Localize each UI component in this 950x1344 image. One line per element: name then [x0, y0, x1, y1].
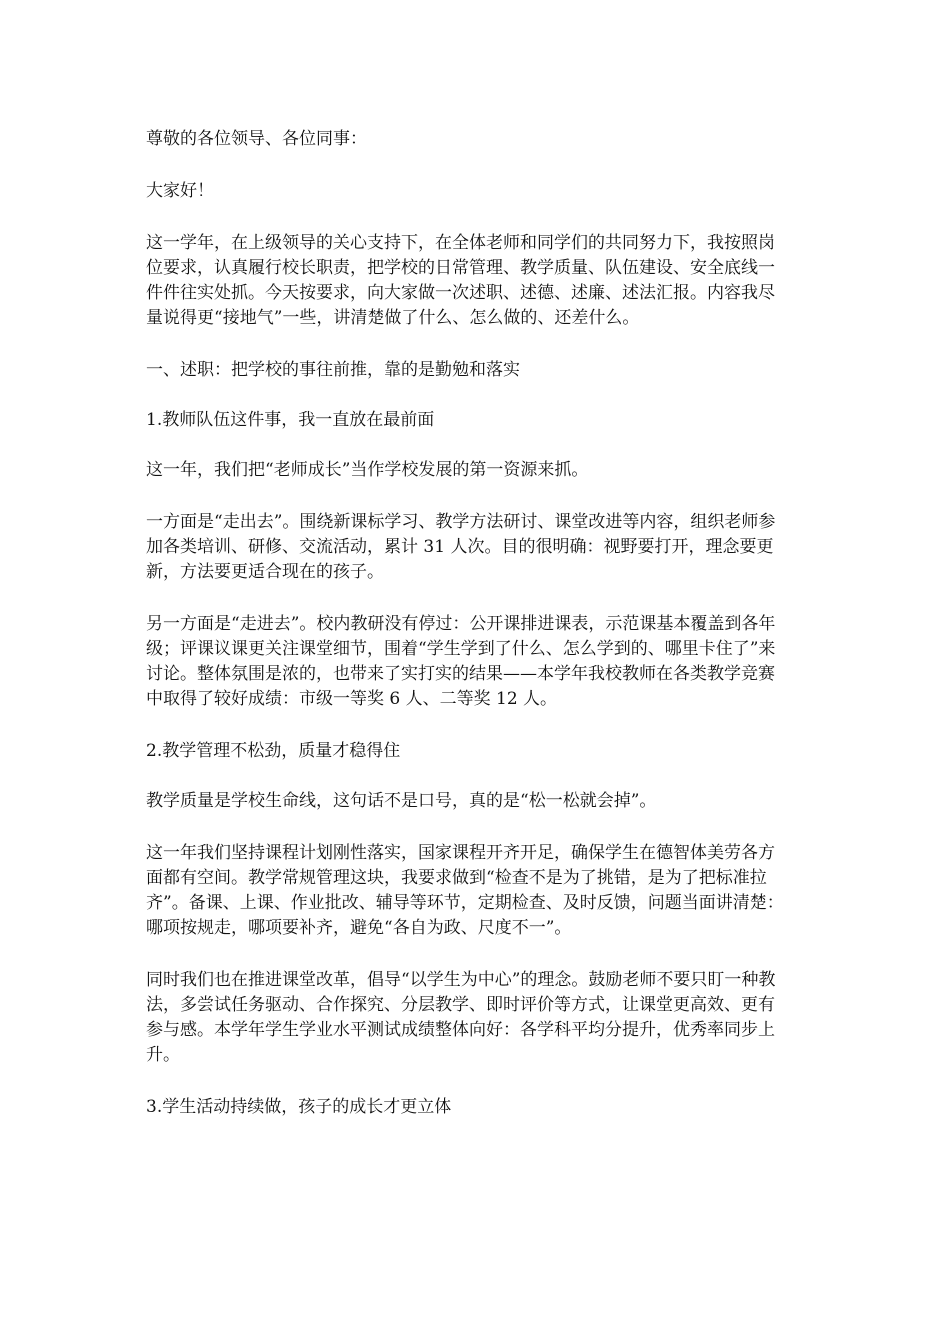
paragraph: 同时我们也在推进课堂改革，倡导“以学生为中心”的理念。鼓励老师不要只盯一种教法，多尝试任务驱动、合作探究、分层教学、即时评价等方式，让课堂更高效、更有参与感。本学年学生学业水平测试成绩整体向好：各学科平均分提升，优秀率同步上升。	[146, 970, 776, 1065]
item-heading-2: 2.教学管理不松劲，质量才稳得住	[146, 741, 401, 761]
paragraph: 这一年我们坚持课程计划刚性落实，国家课程开齐开足，确保学生在德智体美劳各方面都有空间。教学常规管理这块，我要求做到“检查不是为了挑错，是为了把标准拉齐”。备课、上课、作业批改、辅导等环节，定期检查、及时反馈，问题当面讲清楚：哪项按规走，哪项要补齐，避免“各自为政、尺度不一”。	[146, 843, 784, 938]
salutation: 尊敬的各位领导、各位同事：	[146, 129, 367, 149]
paragraph: 这一年，我们把“老师成长”当作学校发展的第一资源来抓。	[146, 460, 589, 480]
section-heading-1: 一、述职：把学校的事往前推，靠的是勤勉和落实	[146, 360, 520, 380]
paragraph: 一方面是“走出去”。围绕新课标学习、教学方法研讨、课堂改进等内容，组织老师参加各类培训、研修、交流活动，累计 31 人次。目的很明确：视野要打开，理念要更新，方法要更适合现在的孩子。	[146, 512, 776, 582]
item-heading-3: 3.学生活动持续做，孩子的成长才更立体	[146, 1097, 452, 1117]
intro-paragraph: 这一学年，在上级领导的关心支持下，在全体老师和同学们的共同努力下，我按照岗位要求，认真履行校长职责，把学校的日常管理、教学质量、队伍建设、安全底线一件件往实处抓。今天按要求，向大家做一次述职、述德、述廉、述法汇报。内容我尽量说得更“接地气”一些，讲清楚做了什么、怎么做的、还差什么。	[146, 233, 775, 328]
paragraph: 另一方面是“走进去”。校内教研没有停过：公开课排进课表，示范课基本覆盖到各年级；评课议课更关注课堂细节，围着“学生学到了什么、怎么学到的、哪里卡住了”来讨论。整体氛围是浓的，也带来了实打实的结果——本学年我校教师在各类教学竞赛中取得了较好成绩：市级一等奖 6 人、二等奖 12 人。	[146, 614, 776, 709]
greeting: 大家好！	[146, 181, 214, 201]
item-heading-1: 1.教师队伍这件事，我一直放在最前面	[146, 410, 435, 430]
paragraph: 教学质量是学校生命线，这句话不是口号，真的是“松一松就会掉”。	[146, 791, 657, 811]
document-body	[146, 127, 786, 1145]
